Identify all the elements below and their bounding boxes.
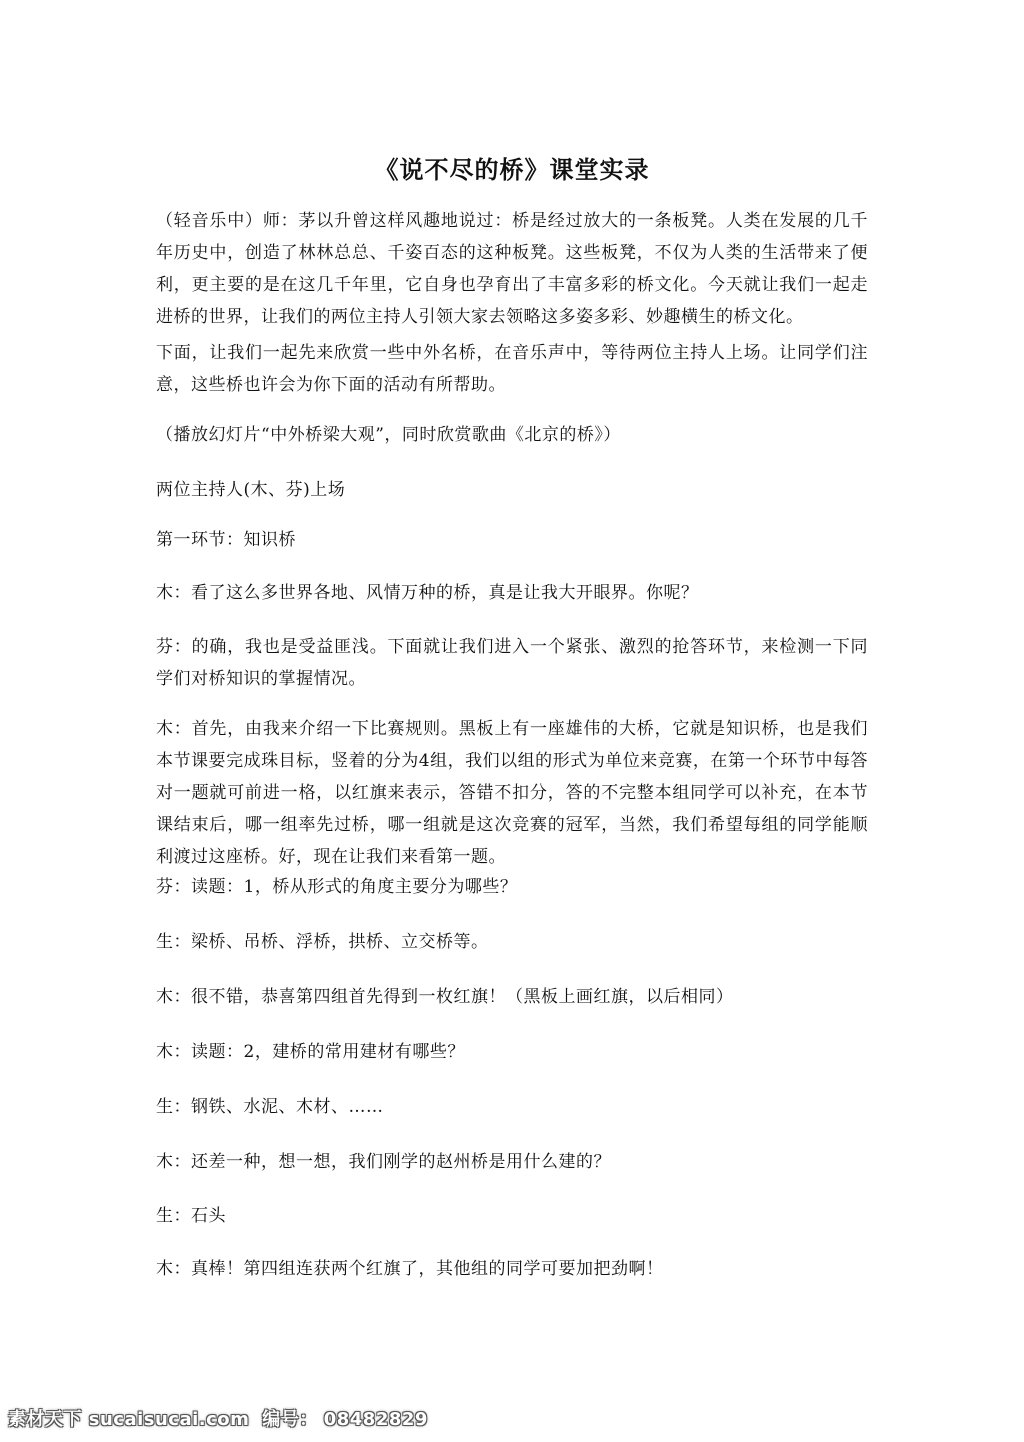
paragraph-dialogue: 木：很不错，恭喜第四组首先得到一枚红旗！（黑板上画红旗，以后相同） (156, 987, 734, 1007)
paragraph-dialogue: 芬：读题：1，桥从形式的角度主要分为哪些？ (156, 877, 518, 897)
paragraph-dialogue: 芬：的确，我也是受益匪浅。下面就让我们进入一个紧张、激烈的抢答环节，来检测一下同学们对桥知识的掌握情况。 (156, 637, 868, 689)
paragraph-intro-2: 下面，让我们一起先来欣赏一些中外名桥，在音乐声中，等待两位主持人上场。让同学们注意，这些桥也许会为你下面的活动有所帮助。 (156, 343, 868, 395)
paragraph-dialogue: 木：还差一种，想一想，我们刚学的赵州桥是用什么建的？ (156, 1152, 611, 1172)
paragraph-slideshow: （播放幻灯片“中外桥梁大观”，同时欣赏歌曲《北京的桥》） (156, 425, 621, 445)
paragraph-hosts: 两位主持人(木、芬)上场 (156, 480, 346, 500)
document-title: 《说不尽的桥》课堂实录 (374, 155, 650, 185)
paragraph-rules: 木：首先，由我来介绍一下比赛规则。黑板上有一座雄伟的大桥，它就是知识桥，也是我们本节课要完成珠目标，竖着的分为4组，我们以组的形式为单位来竞赛，在第一个环节中每答对一题就可前进一格，以红旗来表示，答错不扣分，答的不完整本组同学可以补充，在本节课结束后，哪一组率先过桥，哪一组就是这次竞赛的冠军，当然，我们希望每组的同学能顺利渡过这座桥。好，现在让我们来看第一题。 (156, 719, 868, 867)
paragraph-section-heading: 第一环节：知识桥 (156, 530, 296, 550)
paragraph-dialogue: 生：梁桥、吊桥、浮桥，拱桥、立交桥等。 (156, 932, 489, 952)
watermark-code-label: 编号： (262, 1409, 318, 1430)
paragraph-dialogue: 生：石头 (156, 1206, 226, 1226)
paragraph-intro: （轻音乐中）师：茅以升曾这样风趣地说过：桥是经过放大的一条板凳。人类在发展的几千年历史中，创造了林林总总、千姿百态的这种板凳。这些板凳，不仅为人类的生活带来了便利，更主要的是在这几千年里，它自身也孕育出了丰富多彩的桥文化。今天就让我们一起走进桥的世界，让我们的两位主持人引领大家去领略这多姿多彩、妙趣横生的桥文化。 (156, 211, 868, 327)
paragraph-dialogue: 木：真棒！第四组连获两个红旗了，其他组的同学可要加把劲啊！ (156, 1259, 664, 1279)
watermark-code: 08482829 (323, 1409, 428, 1430)
watermark-site: 素材天下 sucaisucai.com (8, 1409, 250, 1430)
site-watermark (8, 1406, 434, 1434)
paragraph-dialogue: 生：钢铁、水泥、木材、…… (156, 1097, 384, 1117)
paragraph-dialogue: 木：读题：2，建桥的常用建材有哪些？ (156, 1042, 465, 1062)
paragraph-dialogue: 木：看了这么多世界各地、风情万种的桥，真是让我大开眼界。你呢？ (156, 583, 699, 603)
